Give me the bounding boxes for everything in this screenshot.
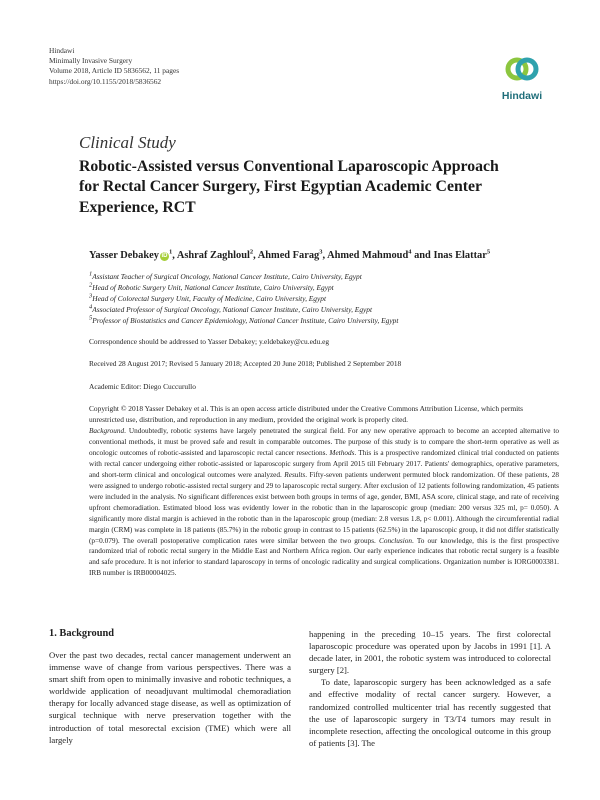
author-affiliation-number: 2 (249, 248, 254, 256)
affiliation-item (89, 304, 559, 315)
author-name: Ahmed Farag (257, 250, 320, 261)
logo-wordmark: Hindawi (501, 90, 543, 102)
affiliation-number: 5 (89, 314, 93, 322)
body-paragraph: To date, laparoscopic surgery has been acknowledged as a safe and effective modality of rectal cancer surgery. However, a randomized controlled multicenter trial has recently suggested that the use of laparoscopic surgery in T3/T4 tumors may result in incomplete resection, affecting the oncological outcome in this group of patients [3]. The (309, 677, 551, 748)
affiliation-number: 2 (89, 281, 93, 289)
hindawi-logo (497, 51, 547, 102)
body-paragraph: happening in the preceding 10–15 years. The first colorectal laparoscopic procedure was operated upon by Jacobs in 1991 [1]. A decade later, in 2001, the robotic system was introduced to colorectal surgery [2]. (309, 629, 551, 676)
body-column-left (49, 649, 291, 746)
author-list: Yasser Debakey $iD^1$, Ashraf Zaghloul$^2$, Ahmed Farag$^3$, Ahmed Mahmoud$^4$ and Inas Elattar$^5$ (89, 248, 491, 261)
hindawi-logo-icon (504, 51, 540, 87)
affiliation-text: Assistant Teacher of Surgical Oncology, National Cancer Institute, Cairo University, Egypt (92, 272, 362, 281)
abstract-results-label: Results (284, 470, 306, 479)
abstract-background: Undoubtedly, robotic systems have largely penetrated the surgical field. For any new operative approach to become an accepted alternative to conventional methods, it must be proved safe and result in comparable outcomes. The purpose of this study is to compare the short-term operative as well as oncologic outcomes of robotic-assisted and laparoscopic rectal cancer resections. (89, 427, 560, 457)
affiliation-item (89, 271, 559, 282)
publication-dates: Received 28 August 2017; Revised 5 January 2018; Accepted 20 June 2018; Published 2 September 2018 (89, 359, 402, 368)
abstract-results: Fifty-seven patients underwent permuted block randomization. Of these patients, 28 were assigned to undergo robotic-assisted rectal surgery and 29 to laparoscopic rectal surgery. After exclusion of 12 patients following randomization, 45 patients were included in the analysis. No significant differences exist between both groups in terms of age, gender, BMI, ASA score, clinical stage, and rate of receiving upfront chemoradiation. Estimated blood loss was evidently lower in the robotic than in the laparoscopic group (median: 200 versus 325 ml, p= 0.050). A significantly more distal margin is achieved in the robotic than in the laparoscopic group (median: 2.8 versus 1.8, p< 0.001). Although the circumferential radial margin (CRM) was complete in 18 patients (85.7%) in the robotic group in contrast to 15 patients (62.5%) in the laparoscopic group, it did not differ statistically (p=0.079). The overall postoperative complication rates were similar between the two groups. (89, 470, 560, 545)
affiliation-number: 1 (89, 270, 93, 278)
abstract: Background. Undoubtedly, robotic systems have largely penetrated the surgical field. For any new operative approach to become an accepted alternative to conventional methods, it must be proved safe and result in comparable outcomes. The purpose of this study is to compare the short-term operative as well as oncologic outcomes of robotic-assisted and laparoscopic rectal cancer resections. Methods. This is a prospective randomized clinical trial conducted on patients with rectal cancer undergoing either robotic-assisted or laparoscopic surgery from April 2015 till February 2017. Patients' demographics, operative parameters, and short-term clinical and oncological outcomes were analyzed. Results. Fifty-seven patients underwent permuted block randomization. Of these patients, 28 were assigned to undergo robotic-assisted rectal surgery and 29 to laparoscopic rectal surgery. After exclusion of 12 patients following randomization, 45 patients were included in the analysis. No significant differences exist between both groups in terms of age, gender, BMI, ASA score, clinical stage, and rate of receiving upfront chemoradiation. Estimated blood loss was evidently lower in the robotic than in the laparoscopic group (median: 200 versus 325 ml, p= 0.050). A significantly more distal margin is achieved in the robotic than in the laparoscopic group (median: 2.8 versus 1.8, p< 0.001). Although the circumferential radial margin (CRM) was complete in 18 patients (85.7%) in the robotic group in contrast to 15 patients (62.5%) in the laparoscopic group, it did not differ statistically (p=0.079). The overall postoperative complication rates were similar between the two groups. Conclusion. To our knowledge, this is the first prospective randomized trial of robotic rectal surgery in the Middle East and Northern Africa region. Our early experience indicates that robotic rectal surgery is a feasible and safe procedure. It is not inferior to standard laparoscopy in terms of oncologic radicality and surgical complications. Organization number is IORG0003381. IRB number is IRB00004025. (89, 427, 560, 578)
abstract-conclusion: To our knowledge, this is the first prospective randomized trial of robotic rectal surgery in the Middle East and Northern Africa region. Our early experience indicates that robotic rectal surgery is a feasible and safe procedure. It is not inferior to standard laparoscopy in terms of oncologic radicality and surgical complications. Organization number is IORG0003381. IRB number is IRB00004025. (89, 536, 560, 578)
author-affiliation-number: 4 (408, 248, 412, 256)
article-title: Robotic-Assisted versus Conventional Laparoscopic Approach for Rectal Cancer Surgery, First Egyptian Academic Center Experience, RCT (79, 158, 499, 216)
affiliation-number: 4 (89, 303, 93, 311)
author-affiliation-number: 1 (168, 248, 173, 256)
body-paragraph: Over the past two decades, rectal cancer management underwent an immense wave of change from various perspectives. There was a smart shift from open to minimally invasive and robotic techniques, a worldwide application of neoadjuvant multimodal chemoradiation therapy for locally advanced stage disease, as well as optimization of surgical technique with nerve preservation together with the introduction of total mesorectal excision (TME) which were all largely (49, 650, 291, 745)
body-column-right (309, 628, 551, 749)
doi-link[interactable]: https://doi.org/10.1155/2018/5836562 (49, 76, 162, 86)
abstract-conclusion-label: Conclusion (378, 536, 413, 545)
affiliations (89, 271, 559, 326)
affiliation-text: Head of Robotic Surgery Unit, National Cancer Institute, Cairo University, Egypt (92, 283, 334, 292)
article-type: Clinical Study (79, 133, 176, 152)
author-name: Ashraf Zaghloul (176, 250, 250, 261)
volume-info: Volume 2018, Article ID 5836562, 11 pages (49, 66, 180, 76)
abstract-background-label: Background (89, 427, 125, 435)
journal-name: Minimally Invasive Surgery (49, 56, 133, 66)
publisher-name: Hindawi (49, 46, 75, 55)
affiliation-text: Associated Professor of Surgical Oncology, National Cancer Institute, Cairo University, Egypt (92, 305, 373, 314)
author-affiliation-number: 3 (319, 248, 323, 256)
affiliation-text: Head of Colorectal Surgery Unit, Faculty of Medicine, Cairo University, Egypt (92, 294, 327, 303)
orcid-icon[interactable]: iD (161, 253, 168, 259)
academic-editor: Academic Editor: Diego Cuccurullo (89, 382, 196, 391)
author-name: Ahmed Mahmoud (327, 250, 409, 261)
affiliation-number: 3 (89, 292, 93, 300)
section-heading: 1. Background (49, 628, 115, 639)
author-affiliation-number: 5 (486, 248, 491, 256)
affiliation-item (89, 315, 559, 326)
journal-info (49, 46, 179, 87)
author-name: Inas Elattar (433, 250, 487, 261)
abstract-methods: This is a prospective randomized clinical trial conducted on patients with rectal cancer undergoing either robotic-assisted or laparoscopic surgery from April 2015 till February 2017. Patients' demographics, operative parameters, and short-term clinical and oncological outcomes were analyzed. (89, 448, 560, 479)
copyright-notice: Copyright © 2018 Yasser Debakey et al. This is an open access article distributed under the Creative Commons Attribution License, which permits unrestricted use, distribution, and reproduction in any medium, provided the original work is properly cited. (89, 404, 524, 424)
author-name: Yasser Debakey (89, 250, 159, 261)
affiliation-item (89, 293, 559, 304)
affiliation-item (89, 282, 559, 293)
affiliation-text: Professor of Biostatistics and Cancer Epidemiology, National Cancer Institute, Cairo University, Egypt (92, 316, 399, 325)
abstract-methods-label: Methods (329, 448, 355, 457)
correspondence: Correspondence should be addressed to Yasser Debakey; y.eldebakey@cu.edu.eg (89, 337, 330, 346)
